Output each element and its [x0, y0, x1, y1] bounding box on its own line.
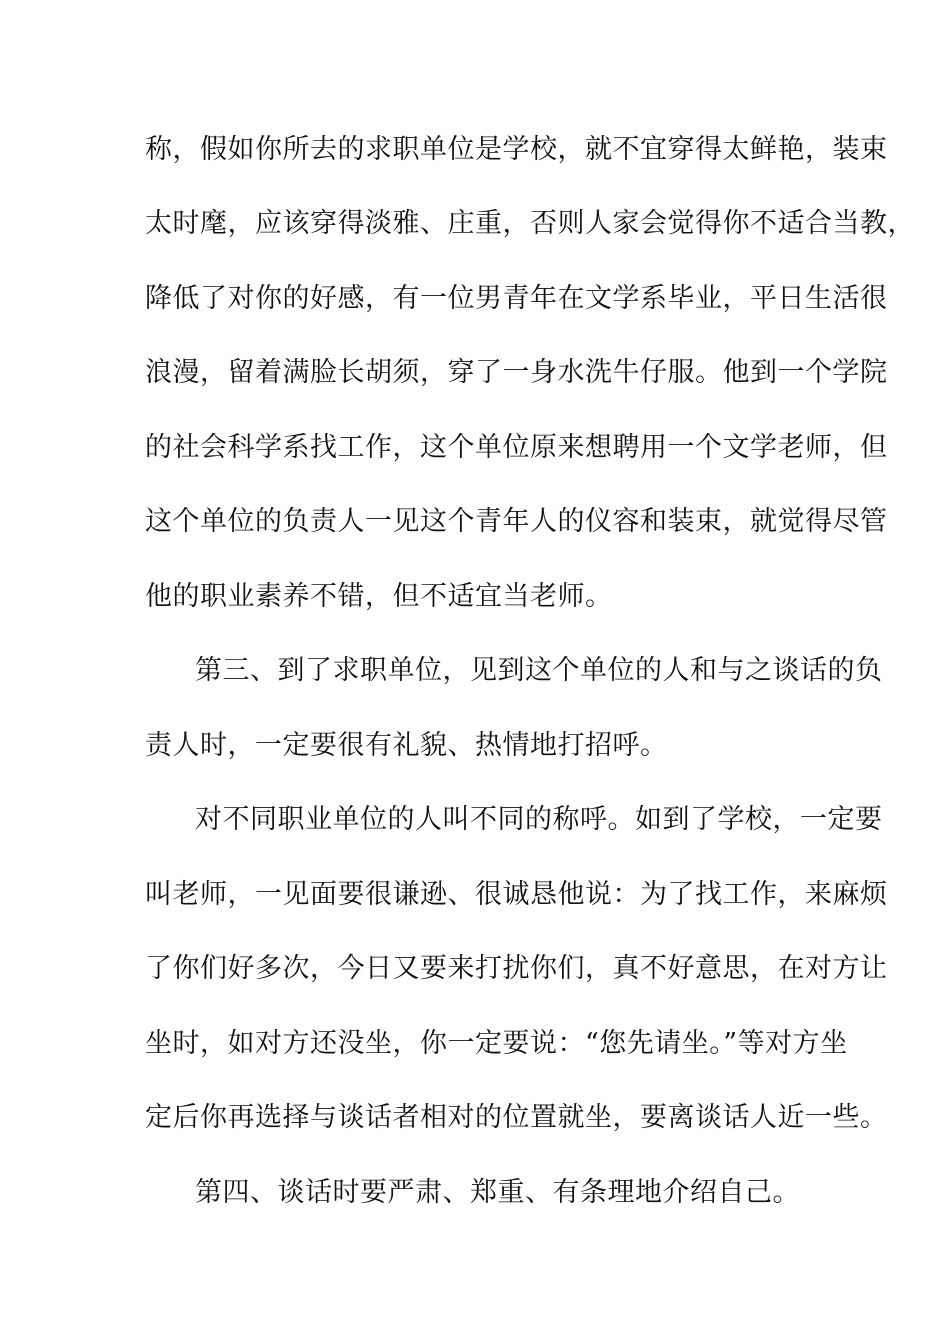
text-line-4: 浪漫，留着满脸长胡须，穿了一身水洗牛仔服。他到一个学院 — [145, 357, 888, 388]
text-line-3: 降低了对你的好感，有一位男青年在文学系毕业，平日生活很 — [145, 283, 888, 314]
paragraph-4-line-2: 叫老师，一见面要很谦逊、很诚恳他说：为了找工作，来麻烦 — [145, 879, 888, 910]
paragraph-4-line-4: 坐时，如对方还没坐，你一定要说：“您先请坐。”等对方坐 — [145, 1028, 848, 1059]
paragraph-3-line-2: 责人时，一定要很有礼貌、热情地打招呼。 — [145, 730, 668, 761]
paragraph-4-line-3: 了你们好多次，今日又要来打扰你们，真不好意思，在对方让 — [145, 953, 888, 984]
paragraph-5-line-1: 第四、谈话时要严肃、郑重、有条理地介绍自己。 — [195, 1177, 800, 1208]
text-line-1: 称，假如你所去的求职单位是学校，就不宜穿得太鲜艳，装束 — [145, 134, 888, 165]
paragraph-3-line-1: 第三、到了求职单位，见到这个单位的人和与之谈话的负 — [195, 655, 883, 686]
text-line-2: 太时麾，应该穿得淡雅、庄重，否则人家会觉得你不适合当教， — [145, 208, 915, 239]
paragraph-4-line-1: 对不同职业单位的人叫不同的称呼。如到了学校，一定要 — [195, 804, 883, 835]
text-line-5: 的社会科学系找工作，这个单位原来想聘用一个文学老师，但 — [145, 432, 888, 463]
text-line-7: 他的职业素养不错，但不适宜当老师。 — [145, 581, 613, 612]
text-line-6: 这个单位的负责人一见这个青年人的仪容和装束，就觉得尽管 — [145, 506, 888, 537]
paragraph-4-line-5: 定后你再选择与谈话者相对的位置就坐，要离谈话人近一些。 — [145, 1102, 888, 1133]
